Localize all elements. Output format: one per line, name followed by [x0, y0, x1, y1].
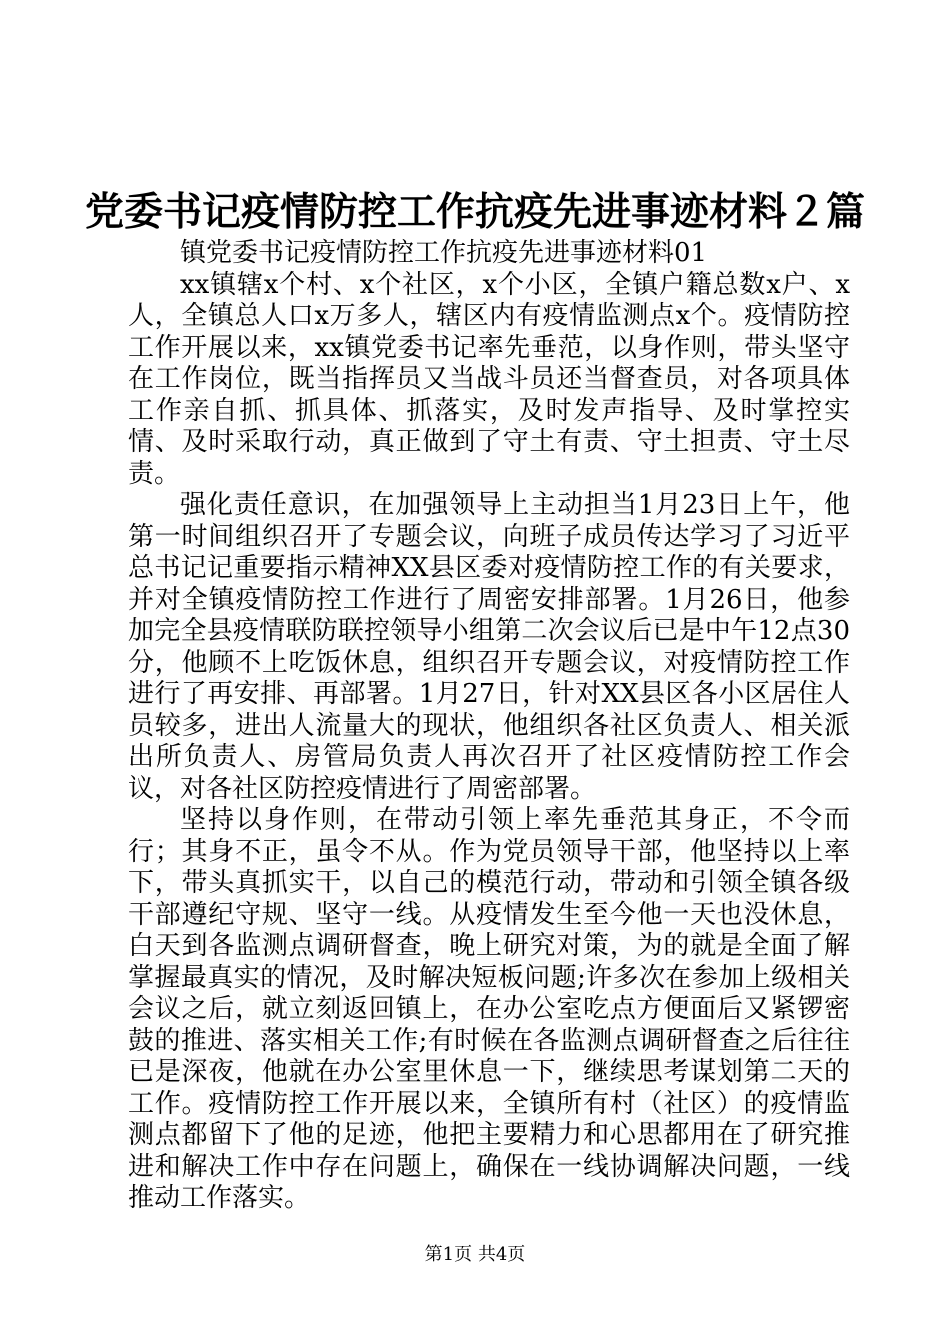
document-title: 党委书记疫情防控工作抗疫先进事迹材料２篇 [84, 189, 865, 235]
body-paragraph: 坚持以身作则，在带动引领上率先垂范其身正，不令而行；其身不正，虽令不从。作为党员领导干部，他坚持以上率下，带头真抓实干，以自己的模范行动，带动和引领全镇各级干部遵纪守规、坚守一线。从疫情发生至今他一天也没休息，白天到各监测点调研督查，晚上研究对策，为的就是全面了解掌握最真实的情况，及时解决短板问题;许多次在参加上级相关会议之后，就立刻返回镇上，在办公室吃点方便面后又紧锣密鼓的推进、落实相关工作;有时候在各监测点调研督查之后往往已是深夜，他就在办公室里休息一下，继续思考谋划第二天的工作。疫情防控工作开展以来，全镇所有村（社区）的疫情监测点都留下了他的足迹，他把主要精力和心思都用在了研究推进和解决工作中存在问题上，确保在一线协调解决问题，一线推动工作落实。 [128, 805, 850, 1213]
body-paragraph: xx镇辖x个村、x个社区，x个小区，全镇户籍总数x户、x人，全镇总人口x万多人，辖区内有疫情监测点x个。疫情防控工作开展以来，xx镇党委书记率先垂范，以身作则，带头坚守在工作岗位，既当指挥员又当战斗员还当督查员，对各项具体工作亲自抓、抓具体、抓落实，及时发声指导、及时掌控实情、及时采取行动，真正做到了守土有责、守土担责、守土尽责。 [128, 269, 850, 489]
document-body [128, 238, 850, 1215]
body-paragraph: 强化责任意识，在加强领导上主动担当1月23日上午，他第一时间组织召开了专题会议，向班子成员传达学习了习近平总书记记重要指示精神XX县区委对疫情防控工作的有关要求，并对全镇疫情防控工作进行了周密安排部署。1月26日，他参加完全县疫情联防联控领导小组第二次会议后已是中午12点30分，他顾不上吃饭休息，组织召开专题会议，对疫情防控工作进行了再安排、再部署。1月27日，针对XX县区各小区居住人员较多，进出人流量大的现状，他组织各社区负责人、相关派出所负责人、房管局负责人再次召开了社区疫情防控工作会议，对各社区防控疫情进行了周密部署。 [128, 490, 850, 804]
subtitle-paragraph: 镇党委书记疫情防控工作抗疫先进事迹材料01 [180, 238, 708, 268]
page-number-footer: 第1页 共4页 [424, 1244, 526, 1265]
